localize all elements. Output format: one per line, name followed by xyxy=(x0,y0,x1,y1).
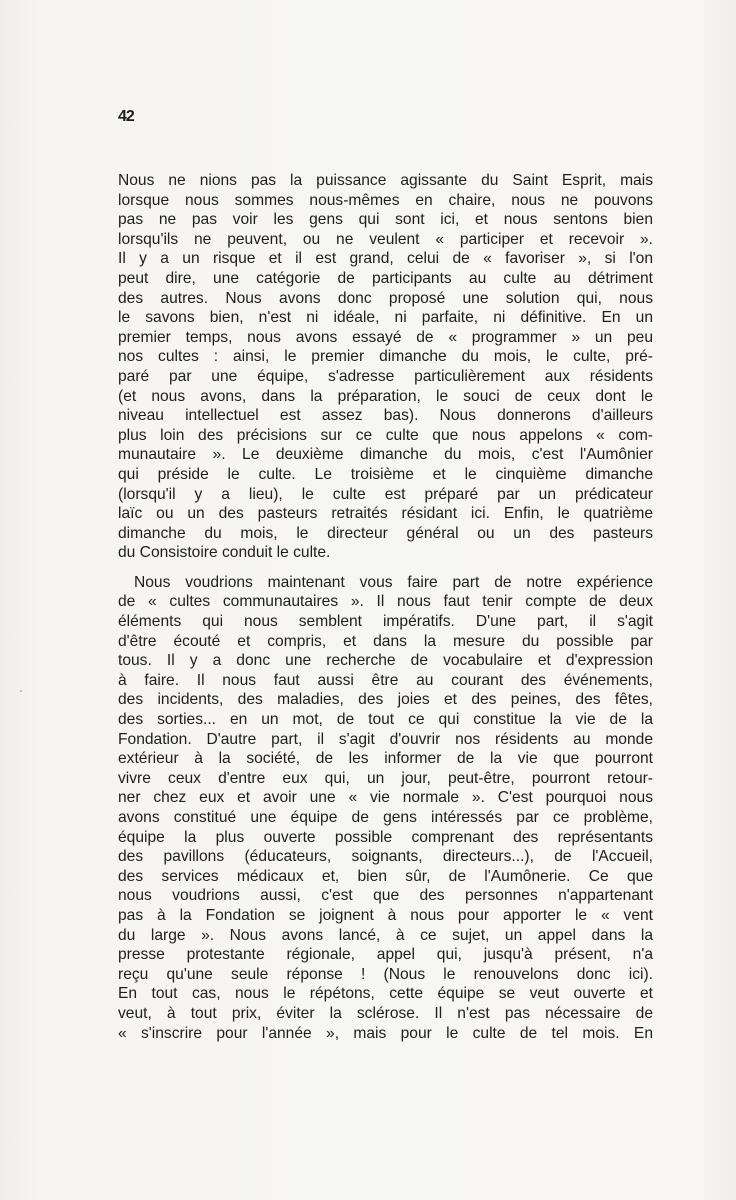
page-number: 42 xyxy=(118,108,134,125)
paragraph-1 xyxy=(118,171,653,563)
text-line: tous. Il y a donc une recherche de vocabulaire et d'expression xyxy=(118,652,653,670)
text-line: En tout cas, nous le répétons, cette équipe se veut ouverte et xyxy=(118,985,653,1003)
paragraph-2 xyxy=(118,573,653,1043)
text-line: des pavillons (éducateurs, soignants, directeurs...), de l'Accueil, xyxy=(118,848,653,866)
text-line: (et nous avons, dans la préparation, le souci de ceux dont le xyxy=(118,387,653,405)
text-line: du Consistoire conduit le culte. xyxy=(118,544,331,562)
text-line: dimanche du mois, le directeur général ou un des pasteurs xyxy=(118,524,653,542)
text-line: nous voudrions aussi, c'est que des personnes n'appartenant xyxy=(118,887,653,905)
text-line: pas à la Fondation se joignent à nous pour apporter le « vent xyxy=(118,906,653,924)
text-line: équipe la plus ouverte possible comprenant des représentants xyxy=(118,828,653,846)
text-line: extérieur à la société, de les informer de la vie que pourront xyxy=(118,750,653,768)
text-line: peut dire, une catégorie de participants au culte au détriment xyxy=(118,269,653,287)
text-line: nos cultes : ainsi, le premier dimanche du mois, le culte, pré- xyxy=(118,348,653,366)
text-line: premier temps, nous avons essayé de « programmer » un peu xyxy=(118,328,653,346)
text-line: des sorties... en un mot, de tout ce qui constitue la vie de la xyxy=(118,711,653,729)
paragraph-gap xyxy=(118,563,653,573)
text-line: pas ne pas voir les gens qui sont ici, et nous sentons bien xyxy=(118,211,653,229)
text-line: lorsque nous sommes nous-mêmes en chaire, nous ne pouvons xyxy=(118,191,653,209)
text-line: à faire. Il nous faut aussi être au courant des événements, xyxy=(118,671,653,689)
body-text xyxy=(118,171,653,1043)
text-line: reçu qu'une seule réponse ! (Nous le renouvelons donc ici). xyxy=(118,965,653,983)
text-line: vivre ceux d'entre eux qui, un jour, peut-être, pourront retour- xyxy=(118,769,653,787)
text-line: de « cultes communautaires ». Il nous faut tenir compte de deux xyxy=(118,593,653,611)
text-line: munautaire ». Le deuxième dimanche du mois, c'est l'Aumônier xyxy=(118,446,653,464)
paper-speck xyxy=(20,690,22,692)
text-line: le savons bien, n'est ni idéale, ni parfaite, ni définitive. En un xyxy=(118,309,653,327)
text-line: « s'inscrire pour l'année », mais pour le culte de tel mois. En xyxy=(118,1024,653,1042)
text-line: des autres. Nous avons donc proposé une solution qui, nous xyxy=(118,289,653,307)
text-line: qui préside le culte. Le troisième et le cinquième dimanche xyxy=(118,465,653,483)
text-line: Il y a un risque et il est grand, celui de « favoriser », si l'on xyxy=(118,250,653,268)
text-line: ner chez eux et avoir une « vie normale ». C'est pourquoi nous xyxy=(118,789,653,807)
text-line: plus loin des précisions sur ce culte que nous appelons « com- xyxy=(118,426,653,444)
text-line: avons constitué une équipe de gens intéressés par ce problème, xyxy=(118,809,653,826)
text-line: des incidents, des maladies, des joies et des peines, des fêtes, xyxy=(118,691,653,709)
text-line: presse protestante régionale, appel qui, jusqu'à présent, n'a xyxy=(118,946,653,964)
text-line: Nous voudrions maintenant vous faire part de notre expérience xyxy=(134,573,653,591)
text-line: du large ». Nous avons lancé, à ce sujet, un appel dans la xyxy=(118,926,653,944)
text-line: des services médicaux et, bien sûr, de l'Aumônerie. Ce que xyxy=(118,867,653,885)
text-line: niveau intellectuel est assez bas). Nous donnerons d'ailleurs xyxy=(118,407,653,425)
text-line: éléments qui nous semblent impératifs. D'une part, il s'agit xyxy=(118,613,653,631)
text-line: laïc ou un des pasteurs retraités résidant ici. Enfin, le quatrième xyxy=(118,505,653,523)
text-line: (lorsqu'il y a lieu), le culte est préparé par un prédicateur xyxy=(118,485,653,503)
text-line: Fondation. D'autre part, il s'agit d'ouvrir nos résidents au monde xyxy=(118,730,653,748)
text-line: Nous ne nions pas la puissance agissante du Saint Esprit, mais xyxy=(118,172,653,189)
text-line: veut, à tout prix, éviter la sclérose. Il n'est pas nécessaire de xyxy=(118,1004,653,1022)
text-line: d'être écouté et compris, et dans la mesure du possible par xyxy=(118,632,653,650)
text-line: paré par une équipe, s'adresse particulièrement aux résidents xyxy=(118,367,653,385)
text-line: lorsqu'ils ne peuvent, ou ne veulent « participer et recevoir ». xyxy=(118,230,653,248)
